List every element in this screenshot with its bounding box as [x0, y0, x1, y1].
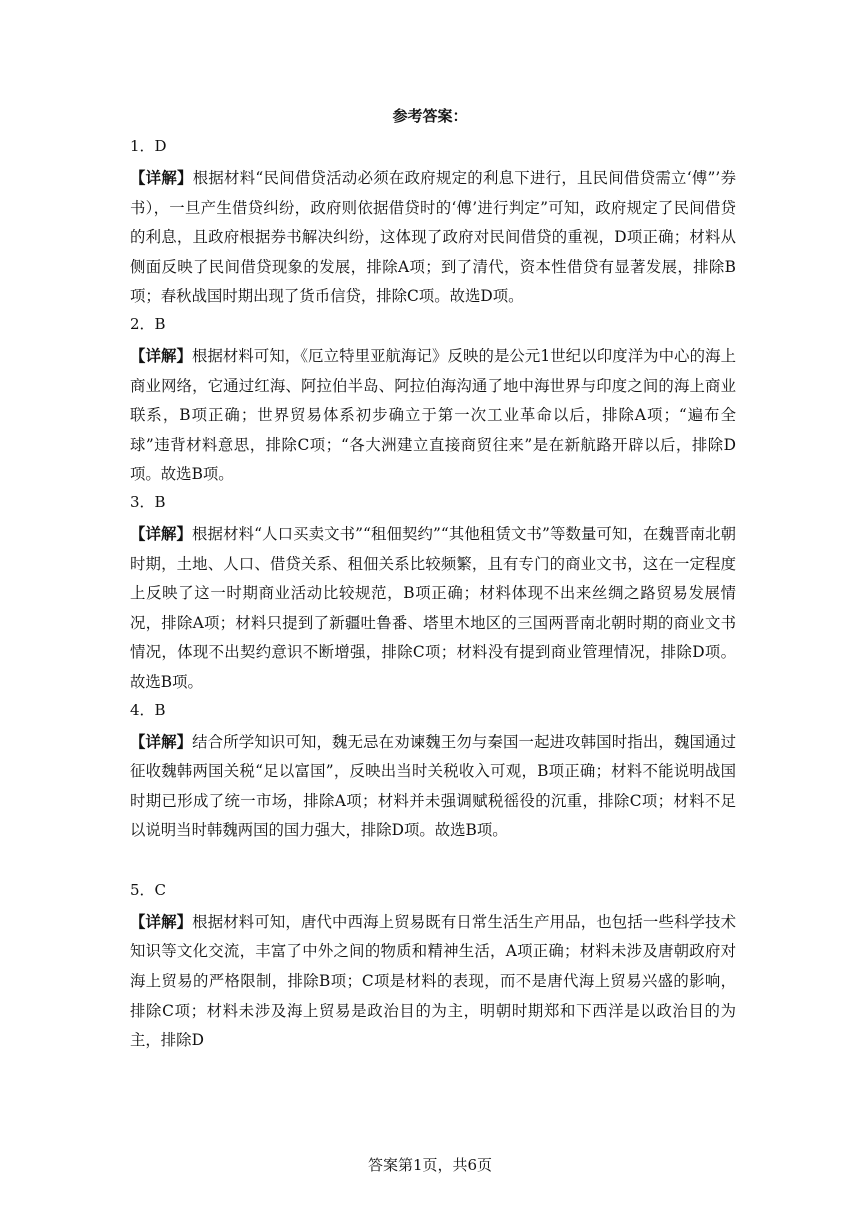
- explanation-text: 结合所学知识可知，魏无忌在劝谏魏王勿与秦国一起进攻韩国时指出，魏国通过征收魏韩两国关税“足以富国”，反映出当时关税收入可观，B项正确；材料不能说明战国时期已形成了统一市场，排除A项；材料并未强调赋税徭役的沉重，排除C项；材料不足以说明当时韩魏两国的国力强大，排除D项。故选B项。: [130, 732, 737, 840]
- explanation-text: 根据材料“民间借贷活动必须在政府规定的利息下进行，且民间借贷需立‘傅”’券书），一旦产生借贷纠纷，政府则依据借贷时的‘傅’进行判定”可知，政府规定了民间借贷的利息，且政府根据券书解决纠纷，这体现了政府对民间借贷的重视，D项正确；材料从侧面反映了民间借贷现象的发展，排除A项；到了清代，资本性借贷有显著发展，排除B项；春秋战国时期出现了货币信贷，排除C项。故选D项。: [130, 169, 736, 306]
- answer-item-4: [130, 700, 736, 846]
- answer-explanation: [130, 164, 736, 312]
- answer-item-3: [130, 492, 736, 698]
- answer-number: 2．B: [130, 314, 166, 333]
- explanation-text: 根据材料“人口买卖文书”“租佃契约”“其他租赁文书”等数量可知，在魏晋南北朝时期，土地、人口、借贷关系、租佃关系比较频繁，且有专门的商业文书，这在一定程度上反映了这一时期商业活动比较规范，B项正确；材料体现不出来丝绸之路贸易发展情况，排除A项；材料只提到了新疆吐鲁番、塔里木地区的三国两晋南北朝时期的商业文书情况，体现不出契约意识不断增强，排除C项；材料没有提到商业管理情况，排除D项。故选B项。: [130, 524, 736, 691]
- detail-tag: 【详解】: [130, 346, 192, 365]
- answer-item-5: [130, 880, 736, 1056]
- answer-explanation: [130, 520, 736, 698]
- answer-number: 5．C: [130, 880, 167, 899]
- answer-number: 3．B: [130, 492, 166, 511]
- answer-explanation: [130, 342, 736, 490]
- answer-explanation: [130, 908, 736, 1056]
- answer-explanation: [130, 728, 736, 846]
- detail-tag: 【详解】: [130, 732, 193, 751]
- answer-number: 1．D: [130, 137, 167, 155]
- detail-tag: 【详解】: [130, 169, 193, 187]
- blank-gap: [130, 848, 736, 878]
- answer-number: 4．B: [130, 700, 166, 719]
- detail-tag: 【详解】: [130, 912, 193, 931]
- explanation-text: 根据材料可知，唐代中西海上贸易既有日常生活生产用品，也包括一些科学技术知识等文化交流，丰富了中外之间的物质和精神生活，A项正确；材料未涉及唐朝政府对海上贸易的严格限制，排除B项；C项是材料的表现，而不是唐代海上贸易兴盛的影响，排除C项；材料未涉及海上贸易是政治目的为主，明朝时期郑和下西洋是以政治目的为主，排除D: [130, 912, 736, 1050]
- page-title: 参考答案：: [392, 107, 468, 125]
- detail-tag: 【详解】: [130, 524, 193, 543]
- explanation-text: 根据材料可知，《厄立特里亚航海记》反映的是公元1世纪以印度洋为中心的海上商业网络，它通过红海、阿拉伯半岛、阿拉伯海沟通了地中海世界与印度之间的海上商业联系，B项正确；世界贸易体系初步确立于第一次工业革命以后，排除A项；“遍布全球”违背材料意思，排除C项；“各大洲建立直接商贸往来”是在新航路开辟以后，排除D项。故选B项。: [130, 346, 736, 484]
- answer-list: [130, 134, 736, 1058]
- page-footer: 答案第1页，共6页: [367, 1156, 493, 1174]
- answer-item-2: [130, 314, 736, 490]
- answer-item-1: [130, 136, 736, 312]
